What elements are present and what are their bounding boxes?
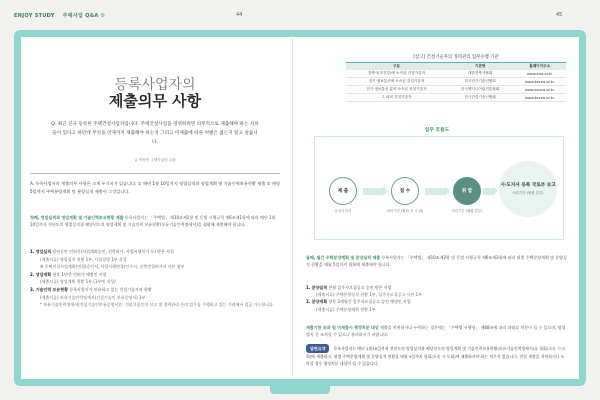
table-title: [참고] 건설기술자의 경력관리 업무수행 기관 [413,55,499,60]
list-item: 1. 영업실적 당년동안 인허가(사업계획승인, 건축허가, 사업시행인가 등) 받은 사업 [30,249,174,254]
second-item-body: 등록사업자는 「주택법」 제10조제2항 및 동법 시행규칙 제6조제2항에 따라 월별 주택분양계획 및 분양실적 현황을 매월 5일까지 협회에 제출해야 합니다. [306,255,567,268]
left-page [30,40,280,370]
table-header: 구분 [346,63,447,71]
summary-badge: 답변요약 [306,344,329,353]
list-item: (제출서류) 주택분양계획 현황 1부 [316,306,376,312]
right-page [306,40,568,370]
list-item: 2. 영업계획 향후 1년간 인허가 예정인 사업 [30,271,107,277]
flow-arrow-icon [425,188,445,195]
section-mark: ⑤ [100,13,106,19]
penalty-body: 제출을 지연하거나 누락하는 경우에는 「주택법 시행령」 제88조에 따라 과태료 처분이 될 수 있으며, 영업정지 등 조치될 수 있으니 유의하시기 바랍니다. [306,325,566,338]
list-item: ※ 주택건설사업계획(변경)승인서, 사업시행변경(인가서, 건축변경허가서 사본 첨부 [40,264,185,270]
table-header: 홈페이지주소 [513,63,566,71]
flow-step-collect: 취 합 [453,177,481,205]
monitor-stand [270,386,330,394]
flow-step-report [499,161,557,217]
flow-title: 업무 흐름도 [424,128,450,133]
penalty-lead: 제출기한 초과 및 미제출시 행정처분 대상 [306,325,379,330]
list-item: (제출서류) 주택분양실적 현황 1부, 입주자모집공고 사본 1부 [316,292,422,298]
list-item: * 보유기술인력명세서(건설기술인보유증명서)는 건설기술인의 신고 및 경력관리 등의 업무를 수행하고 있는 기관에서 발급 가능합니다. [40,302,275,308]
page-divider [292,36,293,376]
table-row: 전기·정보통신 분야 소속된 건설기술자 한국엔지니어링진흥협회 www.kenca.or.kr [346,86,566,94]
flow-step-receive: 접 수 [391,177,419,205]
second-item-lead: 둘째, 월간 주택분양계획 및 분양실적 제출 [306,255,381,260]
first-item-paragraph [30,214,280,229]
list-item: (제출서류) 영업계획 현황 1부 (1부에 작성) [40,279,116,285]
running-header [0,0,600,30]
table-row: 건축사(조건부)에 소속된 건설기술자 대한건축사협회 www.kira.or.kr [346,70,566,78]
page-title: 제출의무 사항 [108,92,202,110]
list-item: (제출서류) 영업실적 현황 1부, 사업장별 1부 작성 [40,256,127,262]
question-paragraph: Q. 최근 신규 등록한 주택건설사업자입니다. 주택건설사업을 영위하려면 의무적으로 제출해야 하는 서류들이 있다고 하던데 무엇을 언제까지 제출해야 하는지 그리고 미제출에 따른 처벌은 없는지 알고 싶습니다. [51,122,259,145]
page-number-left: 44 [236,12,243,18]
flow-step-submit: 제 출 [329,177,357,205]
table-header: 기관명 [447,63,513,71]
answer-summary [306,344,568,367]
summary-text: 등록사업자는 매년 1월10일까지 전년도의 영업실적과 해당년도의 영업계획 및 기술인력보유현황(보유기술인력명세서)를 협회(소속 시·도회)에 제출하고, 월별 주택분양계획 및 분양실적 현황을 매월 5일까지 협회(소속 시·도회)에 제출하셔야 하는 의무가 있습니다. 만일 제출을 지연하거나 누락할 경우 행정처분 대상이 될 수 있습니다. [306,346,566,366]
title-line-1: 등록사업자의 [114,77,196,93]
right-item-list [306,284,568,313]
flow-final-caption: 처리기간 (협회 본부) [512,190,544,195]
list-item: 1. 분양실적 전월 입주자모집공고 승인 받은 사업 [306,285,392,290]
flow-step-caption: 처리기간 (협회 본부) [451,209,483,213]
flow-final-label: 시·도지사 등록 국토부 보고 [500,182,556,188]
flow-arrow-icon [483,188,493,195]
penalty-note [306,324,568,339]
series-label: ENJOY STUDY 주택사업 Q&A ⑤ [14,13,106,19]
workflow-diagram [314,136,564,240]
page-number-right: 45 [556,12,563,18]
first-item-body: 등록사업자는 「주택법」 제10조제1항 및 동법 시행규칙 제6조제1항에 따라 매년 1월10일까지 전년도의 영업실적과 해당년도의 영업계획 및 기술인력 보유현황(보유기술인력명세서)을 협회에 제출해야 합니다. [30,215,276,228]
left-item-list [30,248,280,309]
author-credit: 글 박정연 주택사업팀 과장 [134,158,176,162]
flow-arrow-icon [363,188,383,195]
flow-step-caption: 등록사업자 [334,209,352,213]
list-item: 2. 분양계획 향후 3개월간 입주자모집공고 승인 예정인 사업 [306,299,411,305]
flow-step-caption: 처리기간 (협회 지 시 회) [386,209,424,213]
table-row: 그 외의 건설기술자 한국건설기술인협회 www.kocea.or.kr [346,94,566,102]
answer-paragraph: A. 등록사업자의 제출의무 사항은 크게 두가지가 있습니다. ① 매년 1월 10일까지 영업실적과 영업계획 및 기술인력보유현황 제출 ② 매월 5일까지 주택분양계획 및 분양실적 제출이 그것입니다. [30,181,280,194]
table-row: 전기·정보통신에 소속된 건설기술자 한국전기기술인협회 www.kacea.or.kr [346,78,566,86]
second-item-paragraph [306,254,568,269]
first-item-lead: 첫째, 영업실적과 영업계획 및 기술인력보유현황 제출 [30,215,124,220]
reference-table [346,62,566,102]
section-rule [30,173,280,174]
reference-table-box [346,54,566,98]
list-item: (제출서류) 보유기술인력명세서(건설기술인 보유증명서) 1부 [40,294,146,300]
list-item: 3. 기술인력 보유현황 등록사업자가 보유하고 있는 건설기술자의 현황 [30,286,152,292]
section-label: 주택사업 Q&A [62,13,99,19]
table-header-row [346,63,566,71]
